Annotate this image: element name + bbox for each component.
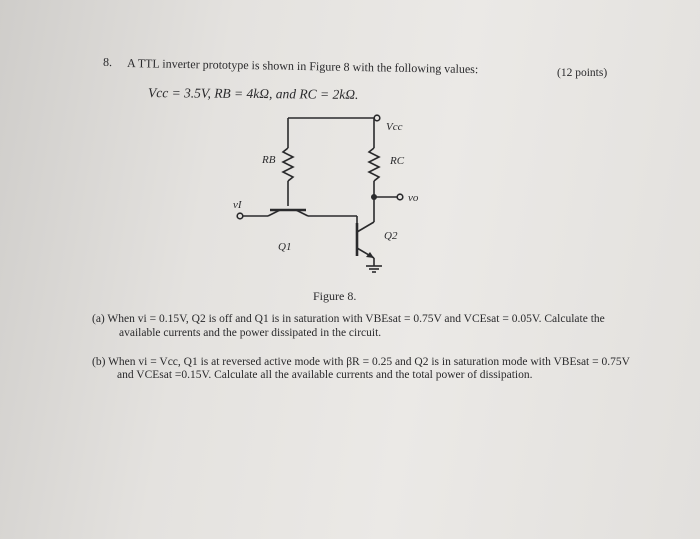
rc-label: RC (390, 155, 405, 167)
rc-resistor (369, 148, 379, 181)
vi-terminal (237, 213, 243, 219)
q2-emitter-arrow (366, 252, 374, 258)
q2-label: Q2 (384, 230, 398, 242)
part-a-line1: (a) When vi = 0.15V, Q2 is off and Q1 is in saturation with VBEsat = 0.75V and VCEsat = 0.05V. Calculate the (92, 313, 605, 325)
q2-collector (357, 222, 374, 232)
vo-label: vo (408, 192, 419, 204)
vi-label: vI (233, 199, 242, 211)
question-number: 8. (102, 54, 113, 70)
vcc-terminal (374, 115, 380, 121)
question-text: A TTL inverter prototype is shown in Figure 8 with the following values: (126, 56, 479, 77)
part-b-line1: (b) When vi = Vcc, Q1 is at reversed active mode with βR = 0.25 and Q2 is in saturation mode with VBEsat = 0.75V (92, 356, 630, 368)
q1-label: Q1 (278, 241, 292, 253)
vo-junction-dot (371, 194, 377, 200)
points-label: (12 points) (557, 67, 608, 79)
rb-label: RB (262, 154, 276, 166)
component-values: Vcc = 3.5V, RB = 4kΩ, and RC = 2kΩ. (147, 85, 359, 102)
vcc-label: Vcc (386, 121, 403, 133)
figure-caption: Figure 8. (313, 289, 357, 303)
vo-terminal (397, 194, 403, 200)
rb-resistor (283, 148, 293, 181)
part-a-line2: available currents and the power dissipated in the circuit. (119, 327, 382, 339)
part-b-line2: and VCEsat =0.15V. Calculate all the available currents and the total power of dissipation. (117, 369, 533, 381)
